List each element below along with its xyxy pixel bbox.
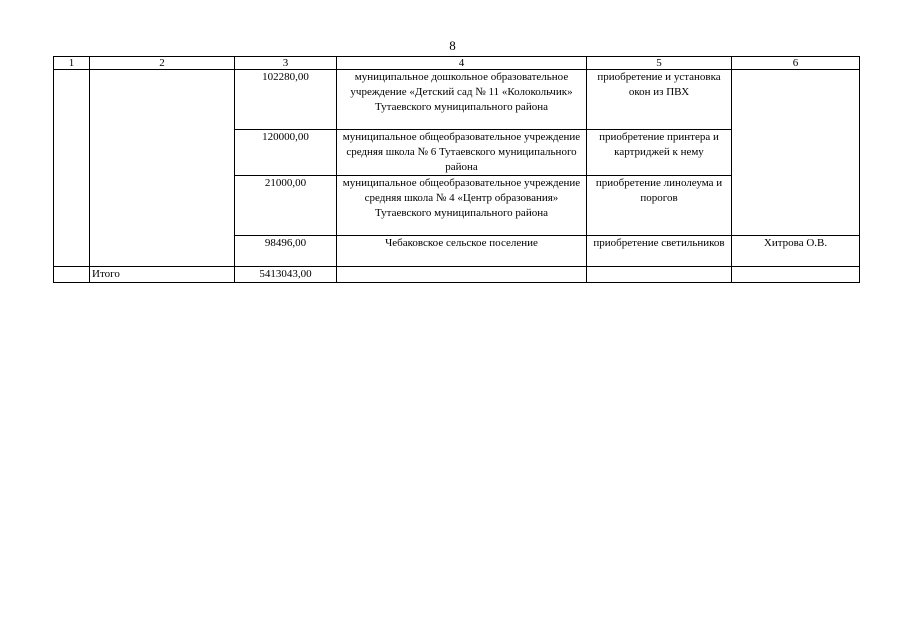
budget-table [53,56,860,283]
total-row [54,267,860,283]
total-number-cell [54,267,90,283]
program-name-cell [90,70,235,267]
column-header-3: 3 [235,57,337,70]
amount-cell: 102280,00 [235,70,337,130]
purpose-cell: приобретение светильников [587,236,732,267]
purpose-cell: приобретение принтера и картриджей к нему [587,130,732,176]
total-amount: 5413043,00 [235,267,337,283]
responsible-cell: Хитрова О.В. [732,236,860,267]
row-number-cell [54,70,90,267]
table-row [54,70,860,130]
column-header-6: 6 [732,57,860,70]
purpose-cell: приобретение и установка окон из ПВХ [587,70,732,130]
responsible-cell [732,70,860,236]
column-header-4: 4 [337,57,587,70]
column-header-2: 2 [90,57,235,70]
amount-cell: 21000,00 [235,176,337,236]
purpose-cell: приобретение линолеума и порогов [587,176,732,236]
recipient-cell: Чебаковское сельское поселение [337,236,587,267]
amount-cell: 98496,00 [235,236,337,267]
page-number: 8 [449,38,456,53]
total-purpose-cell [587,267,732,283]
column-header-1: 1 [54,57,90,70]
amount-cell: 120000,00 [235,130,337,176]
total-recipient-cell [337,267,587,283]
recipient-cell: муниципальное общеобразовательное учреждение средняя школа № 4 «Центр образования» Тутаевского муниципального района [337,176,587,236]
total-responsible-cell [732,267,860,283]
recipient-cell: муниципальное общеобразовательное учреждение средняя школа № 6 Тутаевского муниципального района [337,130,587,176]
table-header-row [54,57,860,70]
total-label: Итого [90,267,235,283]
recipient-cell: муниципальное дошкольное образовательное учреждение «Детский сад № 11 «Колокольчик» Тутаевского муниципального района [337,70,587,130]
column-header-5: 5 [587,57,732,70]
